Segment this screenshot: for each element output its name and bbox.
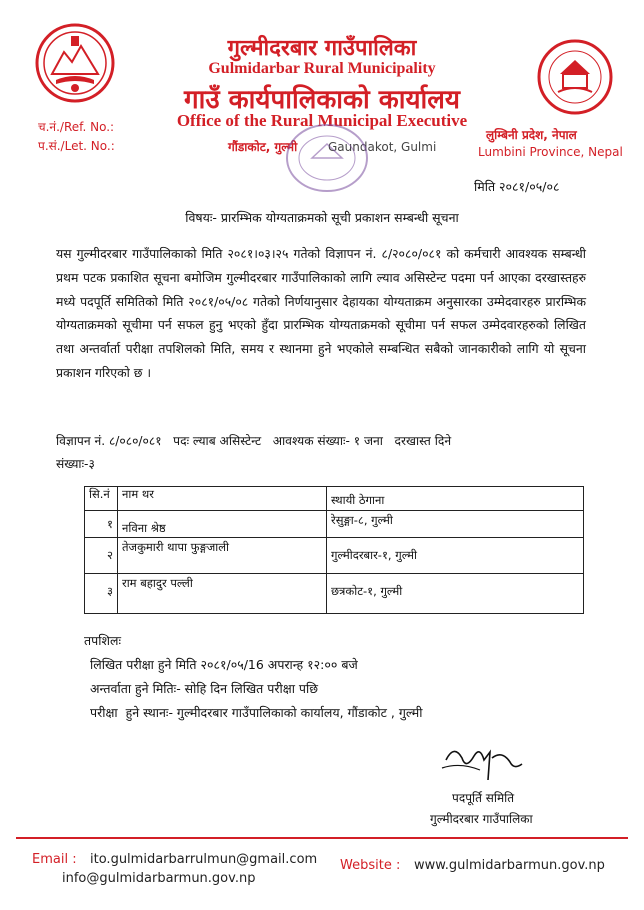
footer-website-label: Website : xyxy=(340,858,401,873)
notice-body: यस गुल्मीदरबार गाउँपालिकाको मिति २०८१।०३।२५ गतेको विज्ञापन नं. ८/२०८०/०८१ को कर्मचारी आवश्यक सम्बन्धी प्रथम पटक प्रकाशित सूचना बमोजिम गुल्मीदरबार गाउँपालिकाको लागि ल्याव असिस्टेन्ट पदमा पर्न आएका दरखास्तहरु मध्ये पदपूर्ति समितिको मिति २०८१/०५/०८ गतेको निर्णयानुसार देहायका योग्यताक्रम अनुसारका उम्मेदवारहरु प्रारम्भिक योग्यताक्रमको सूचीमा पर्न सफल हुनु भएको हुँदा प्रारम्भिक योग्यताक्रमको सूचीमा पर्न सफल उम्मेदवारहरुको लिखित तथा अन्तर्वार्ता परीक्षा तपशिलको मिति, समय र स्थानमा हुने भएकोले सम्बन्धित सबैको जानकारीको लागि यो सूचना प्रकाशन गरिएको छ । xyxy=(56,246,586,380)
cell-sn: १ xyxy=(85,511,118,538)
candidate-table xyxy=(84,486,584,614)
footer-website[interactable]: www.gulmidarbarmun.gov.np xyxy=(414,858,605,873)
footer-divider xyxy=(16,837,628,839)
cell-address: छत्रकोट-१, गुल्मी xyxy=(327,574,584,614)
cell-address: गुल्मीदरबार-१, गुल्मी xyxy=(327,538,584,574)
province-np: लुम्बिनी प्रदेश, नेपाल xyxy=(486,128,577,142)
cell-name: तेजकुमारी थापा फुङ्गजाली xyxy=(118,538,327,574)
signatory-title: पदपूर्ति समिति xyxy=(452,791,515,805)
application-count: संख्याः-३ xyxy=(56,457,95,471)
exam-venue: परीक्षा हुने स्थानः- गुल्मीदरबार गाउँपालिकाको कार्यालय, गौंडाकोट , गुल्मी xyxy=(90,705,423,720)
ref-no-label: च.नं./Ref. No.: xyxy=(38,120,115,134)
cell-name: नविना श्रेष्ठ xyxy=(118,511,327,538)
cell-name: राम बहादुर पल्ली xyxy=(118,574,327,614)
address-np: गौंडाकोट, गुल्मी xyxy=(228,140,298,154)
office-name-np: गाउँ कार्यपालिकाको कार्यालय xyxy=(184,85,460,115)
table-row xyxy=(85,574,584,614)
municipality-name-np: गुल्मीदरबार गाउँपालिका xyxy=(227,36,417,61)
written-exam-date: लिखित परीक्षा हुने मिति २०८१/०५/16 अपरान्ह १२:०० बजे xyxy=(90,657,358,672)
municipality-name-en: Gulmidarbar Rural Municipality xyxy=(208,60,436,77)
address-en: Gaundakot, Gulmi xyxy=(328,140,437,154)
signatory-org: गुल्मीदरबार गाउँपालिका xyxy=(430,812,533,826)
document-date: मिति २०८१/०५/०८ xyxy=(474,179,560,194)
office-stamp xyxy=(284,122,370,194)
province-en: Lumbini Province, Nepal xyxy=(478,145,623,159)
footer-email-2[interactable]: info@gulmidarbarmun.gov.np xyxy=(62,871,256,886)
cell-address: रेसुङ्गा-८, गुल्मी xyxy=(327,511,584,538)
signature-mark xyxy=(440,740,530,786)
table-row xyxy=(85,511,584,538)
subject-line: विषयः- प्रारम्भिक योग्यताक्रमको सूची प्रकाशन सम्बन्धी सूचना xyxy=(185,210,459,225)
let-no-label: प.सं./Let. No.: xyxy=(38,139,115,153)
col-header-sn: सि.नं xyxy=(85,487,118,511)
footer-email-1[interactable]: ito.gulmidarbarrulmun@gmail.com xyxy=(90,852,318,867)
table-header-row xyxy=(85,487,584,511)
col-header-name: नाम थर xyxy=(118,487,327,511)
interview-date: अन्तर्वाता हुने मितिः- सोहि दिन लिखित परीक्षा पछि xyxy=(90,681,319,696)
footer-email-label: Email : xyxy=(32,852,77,867)
cell-sn: ३ xyxy=(85,574,118,614)
candidate-table-wrap xyxy=(84,486,584,614)
table-row xyxy=(85,538,584,574)
cell-sn: २ xyxy=(85,538,118,574)
details-heading: तपशिलः xyxy=(84,633,121,648)
office-name-en: Office of the Rural Municipal Executive xyxy=(176,111,468,130)
col-header-address: स्थायी ठेगाना xyxy=(327,487,584,511)
advertisement-info: विज्ञापन नं. ८/०८०/०८१ पदः ल्याब असिस्टेन्ट आवश्यक संख्याः- १ जना दरखास्त दिने xyxy=(56,434,452,448)
